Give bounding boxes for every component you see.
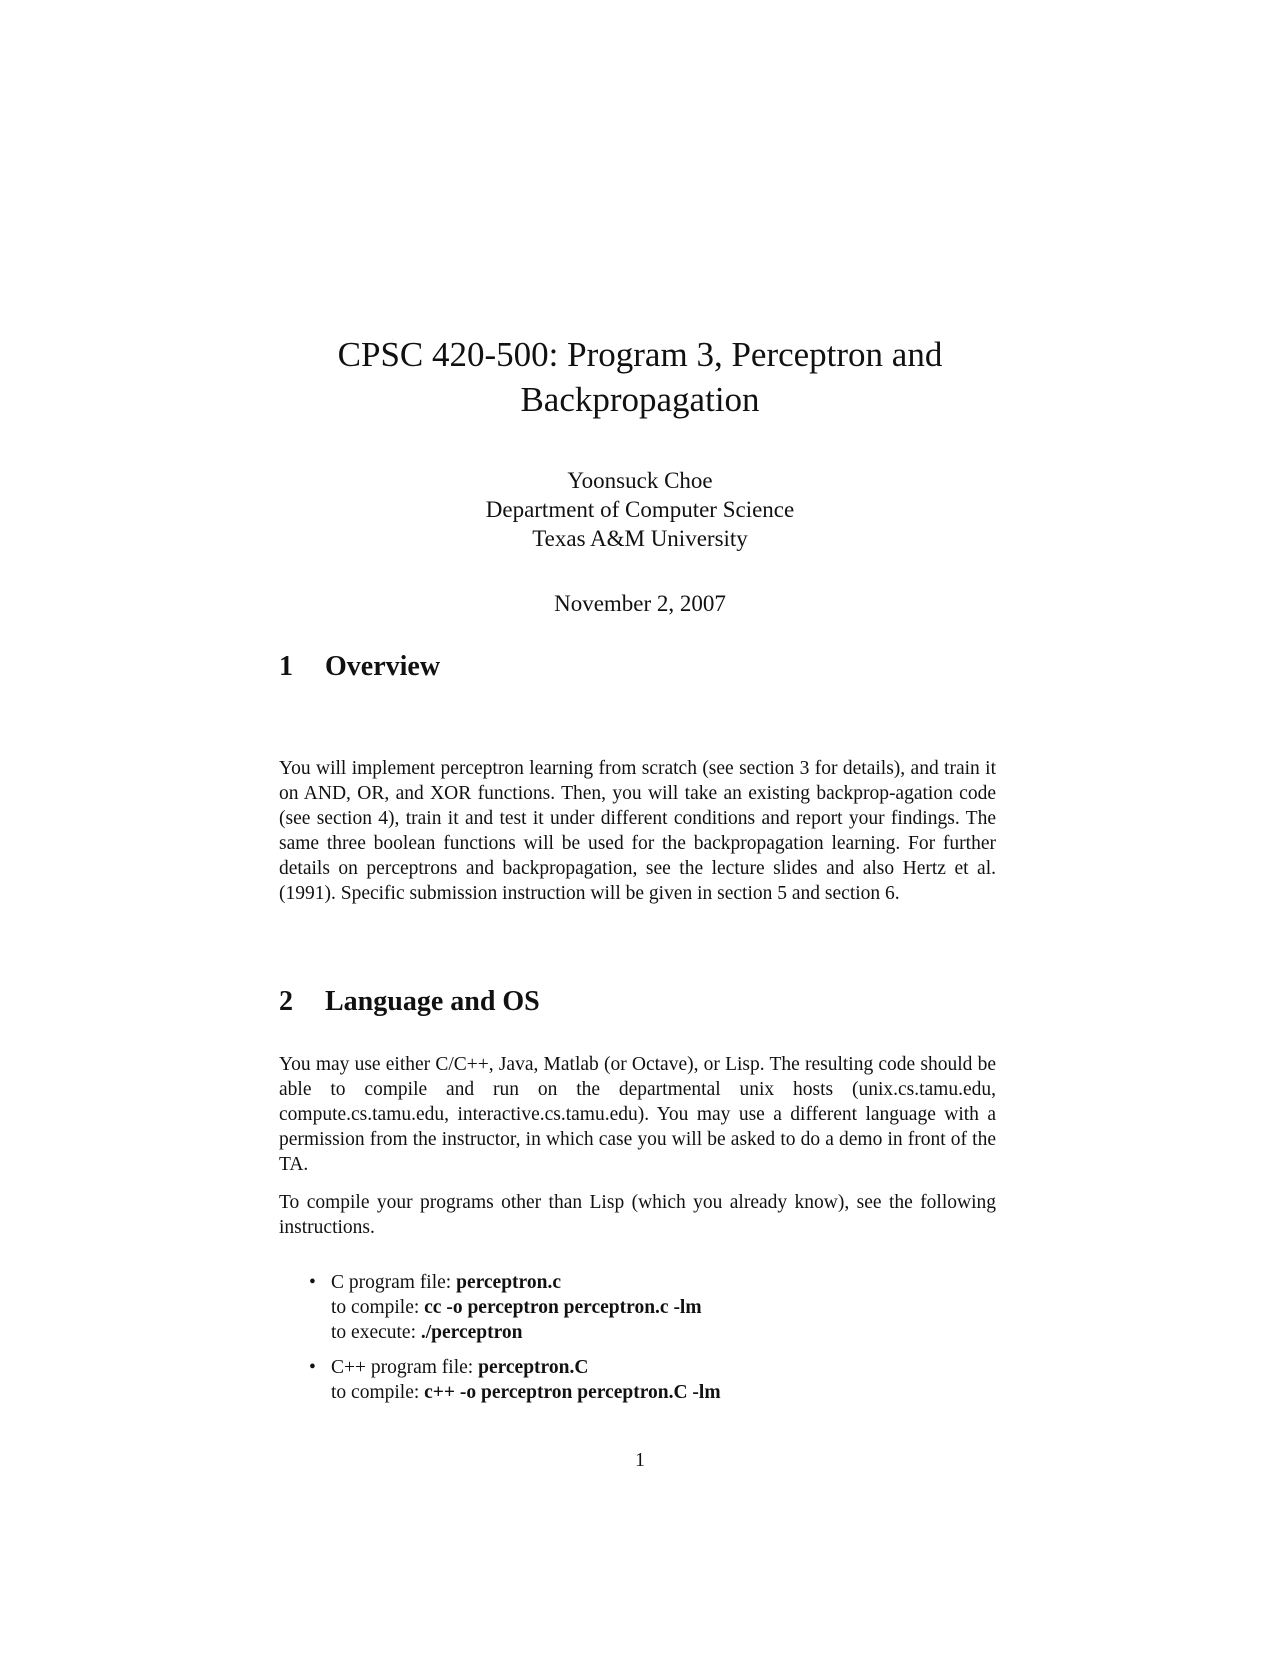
section-title: Language and OS (325, 986, 540, 1017)
compile-label: to compile: (331, 1297, 425, 1318)
author-name: Yoonsuck Choe (567, 468, 713, 493)
bullet-glyph: • (309, 1272, 316, 1293)
file-label: C++ program file: (331, 1357, 479, 1378)
document-date: November 2, 2007 (554, 591, 726, 616)
language-paragraph: You may use either C/C++, Java, Matlab (or Octave), or Lisp. The resulting code should be able to compile and run on the departmental unix hosts (unix.cs.tamu.edu, compute.cs.tamu.edu, interactive.cs.tamu.edu). You may use a different language with a permission from the instructor, in which case you will be asked to do a demo in front of the TA. (279, 1054, 996, 1175)
compile-command: cc -o perceptron perceptron.c -lm (424, 1297, 702, 1318)
compile-instructions-list (279, 1270, 996, 1415)
document-title (280, 332, 1000, 422)
execute-label: to execute: (331, 1322, 421, 1343)
bullet-glyph: • (309, 1357, 316, 1378)
section-heading-language-and-os (279, 985, 540, 1019)
section-title: Overview (325, 651, 441, 682)
author-department: Department of Computer Science (485, 497, 795, 522)
file-label: C program file: (331, 1272, 457, 1293)
section-number: 1 (279, 651, 293, 682)
compile-intro-paragraph: To compile your programs other than Lisp (which you already know), see the following instructions. (279, 1192, 996, 1238)
section-heading-overview (279, 650, 440, 684)
title-line-2: Backpropagation (520, 380, 760, 419)
section-number: 2 (279, 986, 293, 1017)
file-line (331, 1355, 996, 1380)
author-block (380, 466, 900, 553)
compile-line (331, 1295, 996, 1320)
execute-line (331, 1320, 996, 1345)
compile-command: c++ -o perceptron perceptron.C -lm (424, 1382, 721, 1403)
overview-paragraph: You will implement perceptron learning from scratch (see section 3 for details), and train it on AND, OR, and XOR functions. Then, you will take an existing backprop-agation code (see section 4), train it and test it under different conditions and report your findings. The same three boolean functions will be used for the backpropagation learning. For further details on perceptrons and backpropagation, see the lecture slides and also Hertz et al. (1991). Specific submission instruction will be given in section 5 and section 6. (279, 758, 996, 904)
file-name: perceptron.C (478, 1357, 589, 1378)
compile-line (331, 1380, 996, 1405)
page-number: 1 (635, 1450, 645, 1471)
file-name: perceptron.c (456, 1272, 561, 1293)
list-item-c-program (279, 1270, 996, 1345)
title-line-1: CPSC 420-500: Program 3, Perceptron and (337, 335, 943, 374)
file-line (331, 1270, 996, 1295)
execute-command: ./perceptron (420, 1322, 523, 1343)
list-item-cpp-program (279, 1355, 996, 1405)
author-university: Texas A&M University (532, 526, 748, 551)
compile-label: to compile: (331, 1382, 425, 1403)
